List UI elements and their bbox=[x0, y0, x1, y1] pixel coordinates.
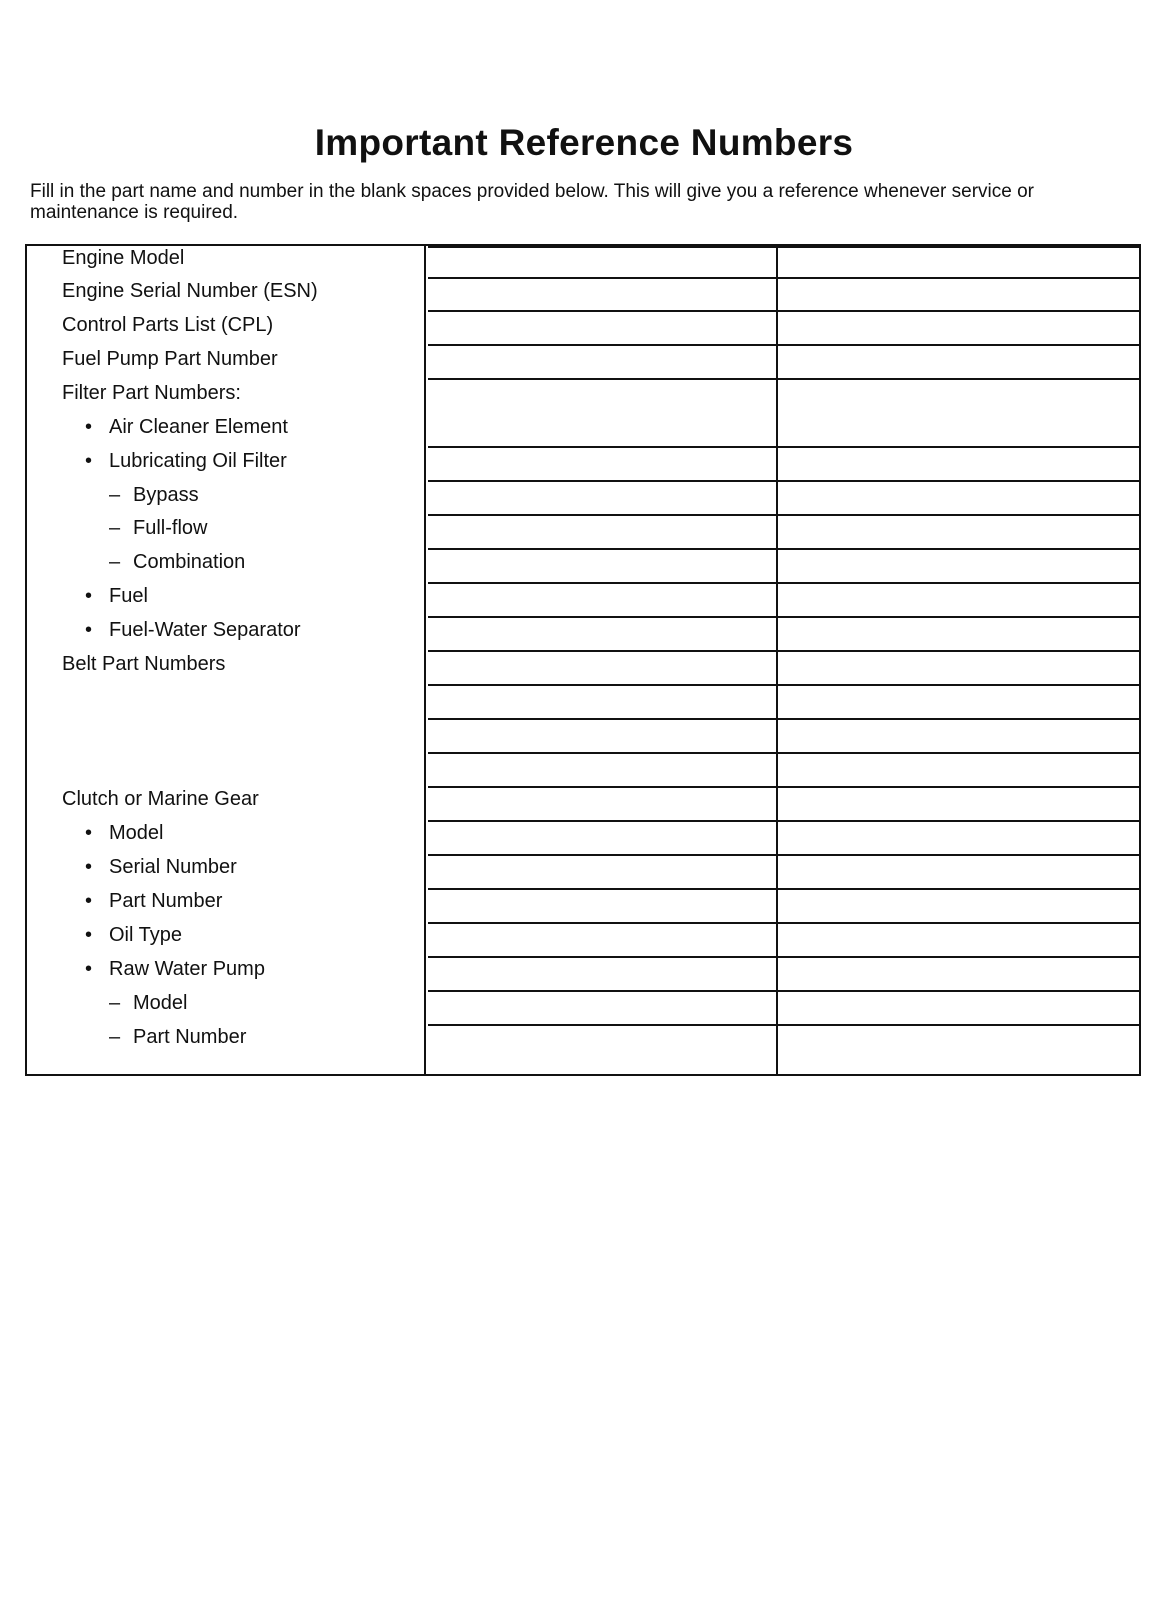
blank-entry-cell[interactable] bbox=[428, 958, 776, 990]
blank-entry-cell[interactable] bbox=[428, 856, 776, 888]
row-label bbox=[62, 246, 184, 270]
blank-entry-cell[interactable] bbox=[778, 550, 1139, 582]
blank-entry-cell[interactable] bbox=[778, 686, 1139, 718]
blank-entry-cell[interactable] bbox=[778, 312, 1139, 344]
blank-entry-cell[interactable] bbox=[428, 448, 776, 480]
blank-entry-cell[interactable] bbox=[428, 279, 776, 310]
row-label bbox=[62, 279, 318, 303]
blank-entry-cell[interactable] bbox=[428, 312, 776, 344]
blank-entry-cell[interactable] bbox=[428, 346, 776, 378]
entry-cells bbox=[428, 246, 1139, 1074]
row-label-text: Air Cleaner Element bbox=[109, 416, 288, 438]
row-label bbox=[62, 381, 241, 405]
row-label bbox=[62, 347, 278, 371]
label-column bbox=[27, 246, 426, 1074]
blank-entry-cell[interactable] bbox=[428, 754, 776, 786]
blank-entry-cell[interactable] bbox=[428, 482, 776, 514]
blank-entry-cell[interactable] bbox=[428, 618, 776, 650]
row-label-text: Clutch or Marine Gear bbox=[62, 788, 259, 810]
bullet-icon: • bbox=[85, 958, 93, 980]
row-label bbox=[85, 618, 301, 642]
row-label bbox=[85, 889, 222, 913]
row-label bbox=[109, 516, 207, 540]
row-label bbox=[109, 991, 187, 1015]
bullet-icon: • bbox=[85, 450, 93, 472]
row-label-text: Model bbox=[133, 992, 188, 1014]
row-label bbox=[85, 415, 288, 439]
row-label-text: Engine Serial Number (ESN) bbox=[62, 280, 318, 302]
reference-table bbox=[25, 244, 1141, 1076]
row-label bbox=[62, 652, 225, 676]
blank-entry-cell[interactable] bbox=[778, 992, 1139, 1024]
blank-entry-cell[interactable] bbox=[778, 822, 1139, 854]
blank-entry-cell[interactable] bbox=[778, 754, 1139, 786]
blank-entry-cell[interactable] bbox=[778, 279, 1139, 310]
blank-entry-cell[interactable] bbox=[778, 248, 1139, 277]
blank-entry-cell[interactable] bbox=[428, 380, 776, 446]
intro-paragraph: Fill in the part name and number in the blank spaces provided below. This will give you a reference whenever service or maintenance is required. bbox=[30, 181, 1035, 223]
blank-entry-cell[interactable] bbox=[778, 652, 1139, 684]
blank-entry-cell[interactable] bbox=[778, 346, 1139, 378]
dash-icon: – bbox=[109, 551, 121, 573]
row-label bbox=[85, 923, 182, 947]
row-label-text: Control Parts List (CPL) bbox=[62, 314, 274, 336]
blank-entry-cell[interactable] bbox=[778, 584, 1139, 616]
row-label-text: Filter Part Numbers: bbox=[62, 382, 241, 404]
bullet-icon: • bbox=[85, 890, 93, 912]
row-label-text: Full-flow bbox=[133, 517, 208, 539]
row-label bbox=[85, 449, 287, 473]
blank-entry-cell[interactable] bbox=[778, 516, 1139, 548]
blank-entry-cell[interactable] bbox=[428, 788, 776, 820]
dash-icon: – bbox=[109, 1026, 121, 1048]
blank-entry-cell[interactable] bbox=[428, 516, 776, 548]
blank-entry-cell[interactable] bbox=[778, 448, 1139, 480]
row-divider bbox=[428, 1074, 1139, 1076]
row-label-text: Raw Water Pump bbox=[109, 958, 265, 980]
row-label bbox=[109, 483, 199, 507]
blank-entry-cell[interactable] bbox=[778, 788, 1139, 820]
bullet-icon: • bbox=[85, 416, 93, 438]
bullet-icon: • bbox=[85, 822, 93, 844]
blank-entry-cell[interactable] bbox=[778, 720, 1139, 752]
blank-entry-cell[interactable] bbox=[778, 856, 1139, 888]
row-label-text: Engine Model bbox=[62, 247, 185, 269]
row-label bbox=[85, 821, 163, 845]
bullet-icon: • bbox=[85, 619, 93, 641]
row-label-text: Serial Number bbox=[109, 856, 237, 878]
row-label-text: Bypass bbox=[133, 484, 199, 506]
column-divider bbox=[424, 246, 426, 1074]
blank-entry-cell[interactable] bbox=[778, 924, 1139, 956]
bullet-icon: • bbox=[85, 856, 93, 878]
blank-entry-cell[interactable] bbox=[428, 890, 776, 922]
blank-entry-cell[interactable] bbox=[428, 584, 776, 616]
row-label bbox=[62, 787, 259, 811]
blank-entry-cell[interactable] bbox=[428, 686, 776, 718]
row-label bbox=[62, 313, 273, 337]
row-label bbox=[85, 584, 148, 608]
row-label-text: Part Number bbox=[109, 890, 223, 912]
row-label-text: Fuel bbox=[109, 585, 148, 607]
dash-icon: – bbox=[109, 992, 121, 1014]
blank-entry-cell[interactable] bbox=[778, 618, 1139, 650]
blank-entry-cell[interactable] bbox=[428, 822, 776, 854]
blank-entry-cell[interactable] bbox=[778, 958, 1139, 990]
row-label-text: Part Number bbox=[133, 1026, 247, 1048]
row-label-text: Belt Part Numbers bbox=[62, 653, 226, 675]
row-label bbox=[109, 1025, 246, 1049]
blank-entry-cell[interactable] bbox=[428, 652, 776, 684]
blank-entry-cell[interactable] bbox=[428, 248, 776, 277]
row-label-text: Lubricating Oil Filter bbox=[109, 450, 287, 472]
blank-entry-cell[interactable] bbox=[428, 992, 776, 1024]
row-label-text: Fuel-Water Separator bbox=[109, 619, 301, 641]
blank-entry-cell[interactable] bbox=[778, 1026, 1139, 1074]
row-label bbox=[109, 550, 245, 574]
bullet-icon: • bbox=[85, 585, 93, 607]
blank-entry-cell[interactable] bbox=[778, 380, 1139, 446]
row-label-text: Fuel Pump Part Number bbox=[62, 348, 278, 370]
row-label-text: Combination bbox=[133, 551, 246, 573]
row-label bbox=[85, 855, 237, 879]
blank-entry-cell[interactable] bbox=[428, 550, 776, 582]
row-label bbox=[85, 957, 265, 981]
blank-entry-cell[interactable] bbox=[778, 890, 1139, 922]
blank-entry-cell[interactable] bbox=[428, 720, 776, 752]
dash-icon: – bbox=[109, 517, 121, 539]
page-title: Important Reference Numbers bbox=[314, 122, 854, 163]
row-label-text: Model bbox=[109, 822, 164, 844]
blank-entry-cell[interactable] bbox=[428, 1026, 776, 1074]
blank-entry-cell[interactable] bbox=[778, 482, 1139, 514]
blank-entry-cell[interactable] bbox=[428, 924, 776, 956]
bullet-icon: • bbox=[85, 924, 93, 946]
row-label-text: Oil Type bbox=[109, 924, 182, 946]
dash-icon: – bbox=[109, 484, 121, 506]
